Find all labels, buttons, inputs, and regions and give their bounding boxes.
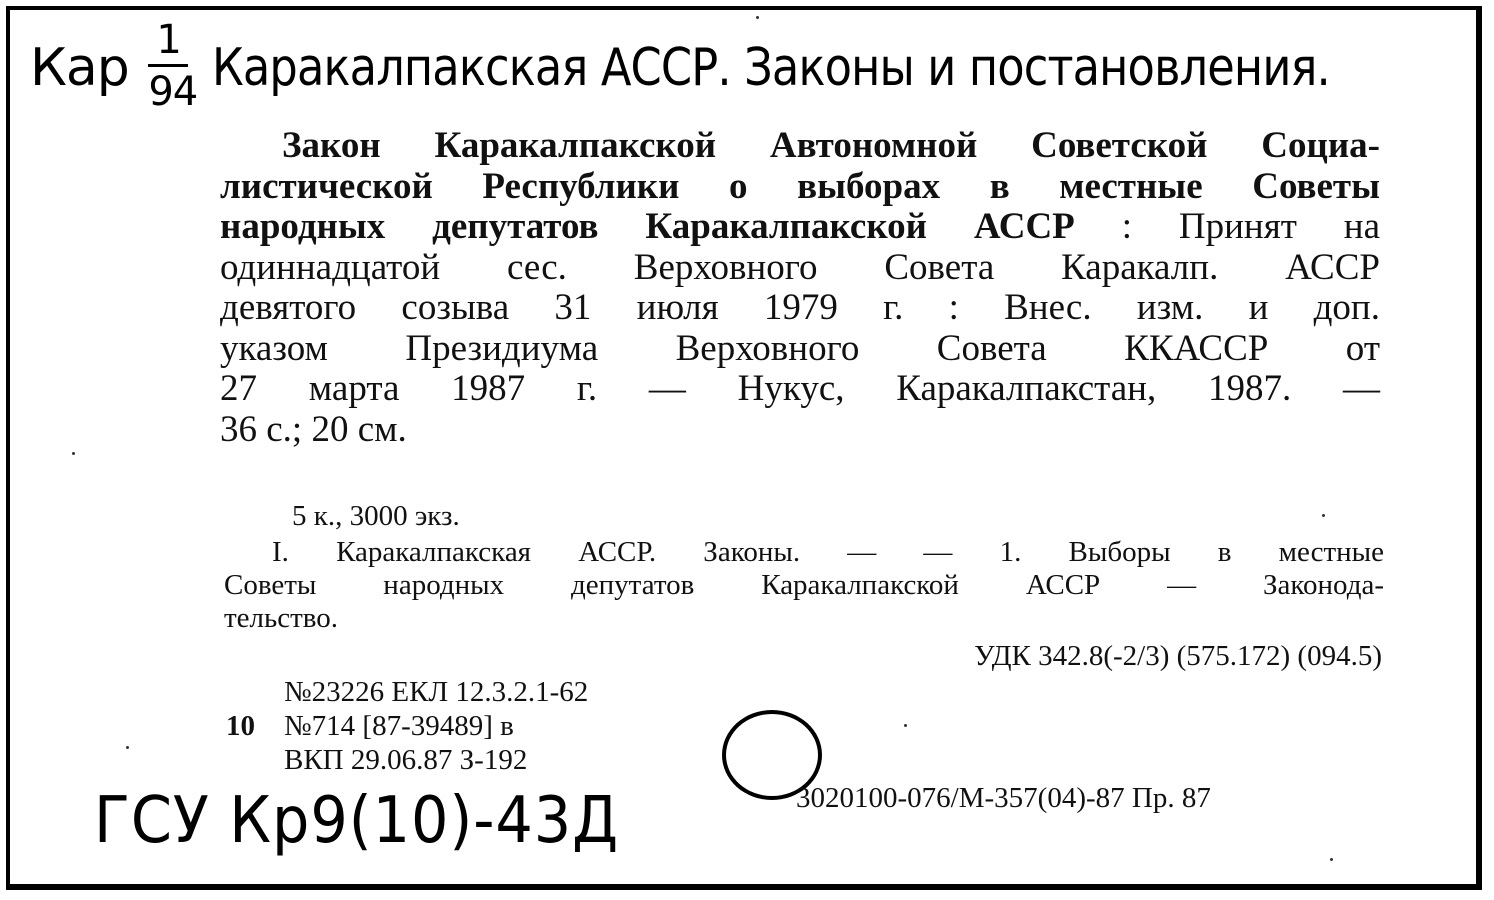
speck	[72, 452, 75, 455]
fraction-bottom: 94	[148, 69, 198, 115]
handwritten-prefix: Кар	[30, 38, 129, 98]
registry-copies: 10	[226, 710, 255, 742]
bibliographic-description	[220, 126, 1380, 450]
udk-code: УДК 342.8(-2/3) (575.172) (094.5)	[974, 640, 1382, 672]
speck	[756, 16, 759, 19]
body-line-2: одиннадцатой сес. Верховного Совета Каракалп. АССР	[220, 246, 1380, 288]
annotation-line-3: тельство.	[224, 602, 339, 634]
body-line-6: 36 с.; 20 см.	[220, 408, 407, 450]
price-line: 5 к., 3000 экз.	[292, 500, 460, 532]
fraction-bar	[148, 64, 188, 67]
speck	[904, 724, 907, 727]
speck	[1322, 514, 1325, 517]
annotation-line-2: Советы народных депутатов Каракалпакской АССР — Законода-	[224, 569, 1384, 601]
speck	[1330, 858, 1333, 861]
body-line-5: 27 марта 1987 г. — Нукус, Каракалпакстан, 1987. —	[220, 368, 1380, 409]
body-line-3: девятого созыва 31 июля 1979 г. : Внес. изм. и доп.	[220, 287, 1380, 328]
title-line-2: листической Республики о выборах в местные Советы	[220, 165, 1380, 207]
speck	[126, 746, 129, 749]
registry-line-1: №23226 ЕКЛ 12.3.2.1-62	[284, 676, 589, 708]
handwritten-shelfmark: ГСУ Кр9(10)-43Д	[94, 784, 620, 858]
annotation-line-1: I. Каракалпакская АССР. Законы. — — 1. Выборы в местные	[272, 536, 1384, 568]
subject-annotation	[224, 536, 1384, 635]
handwritten-title: Каракалпакская АССР. Законы и постановления.	[211, 38, 1330, 98]
fraction-top: 1	[156, 17, 181, 63]
code-line: 3020100-076/М-357(04)-87 Пр. 87	[796, 782, 1211, 814]
registry-line-2: №714 [87-39489] в	[284, 710, 514, 742]
body-line-1	[220, 207, 1380, 248]
body-line-1-bold: народных депутатов Каракалпакской АССР	[220, 206, 1075, 247]
handwritten-heading	[30, 17, 1494, 115]
body-line-1-plain: : Принят на	[1074, 206, 1381, 247]
title-line-1: Закон Каракалпакской Автономной Советской Социа-	[282, 125, 1380, 166]
body-line-4: указом Президиума Верховного Совета ККАССР от	[220, 327, 1380, 369]
registry-line-3: ВКП 29.06.87 З-192	[284, 744, 528, 776]
